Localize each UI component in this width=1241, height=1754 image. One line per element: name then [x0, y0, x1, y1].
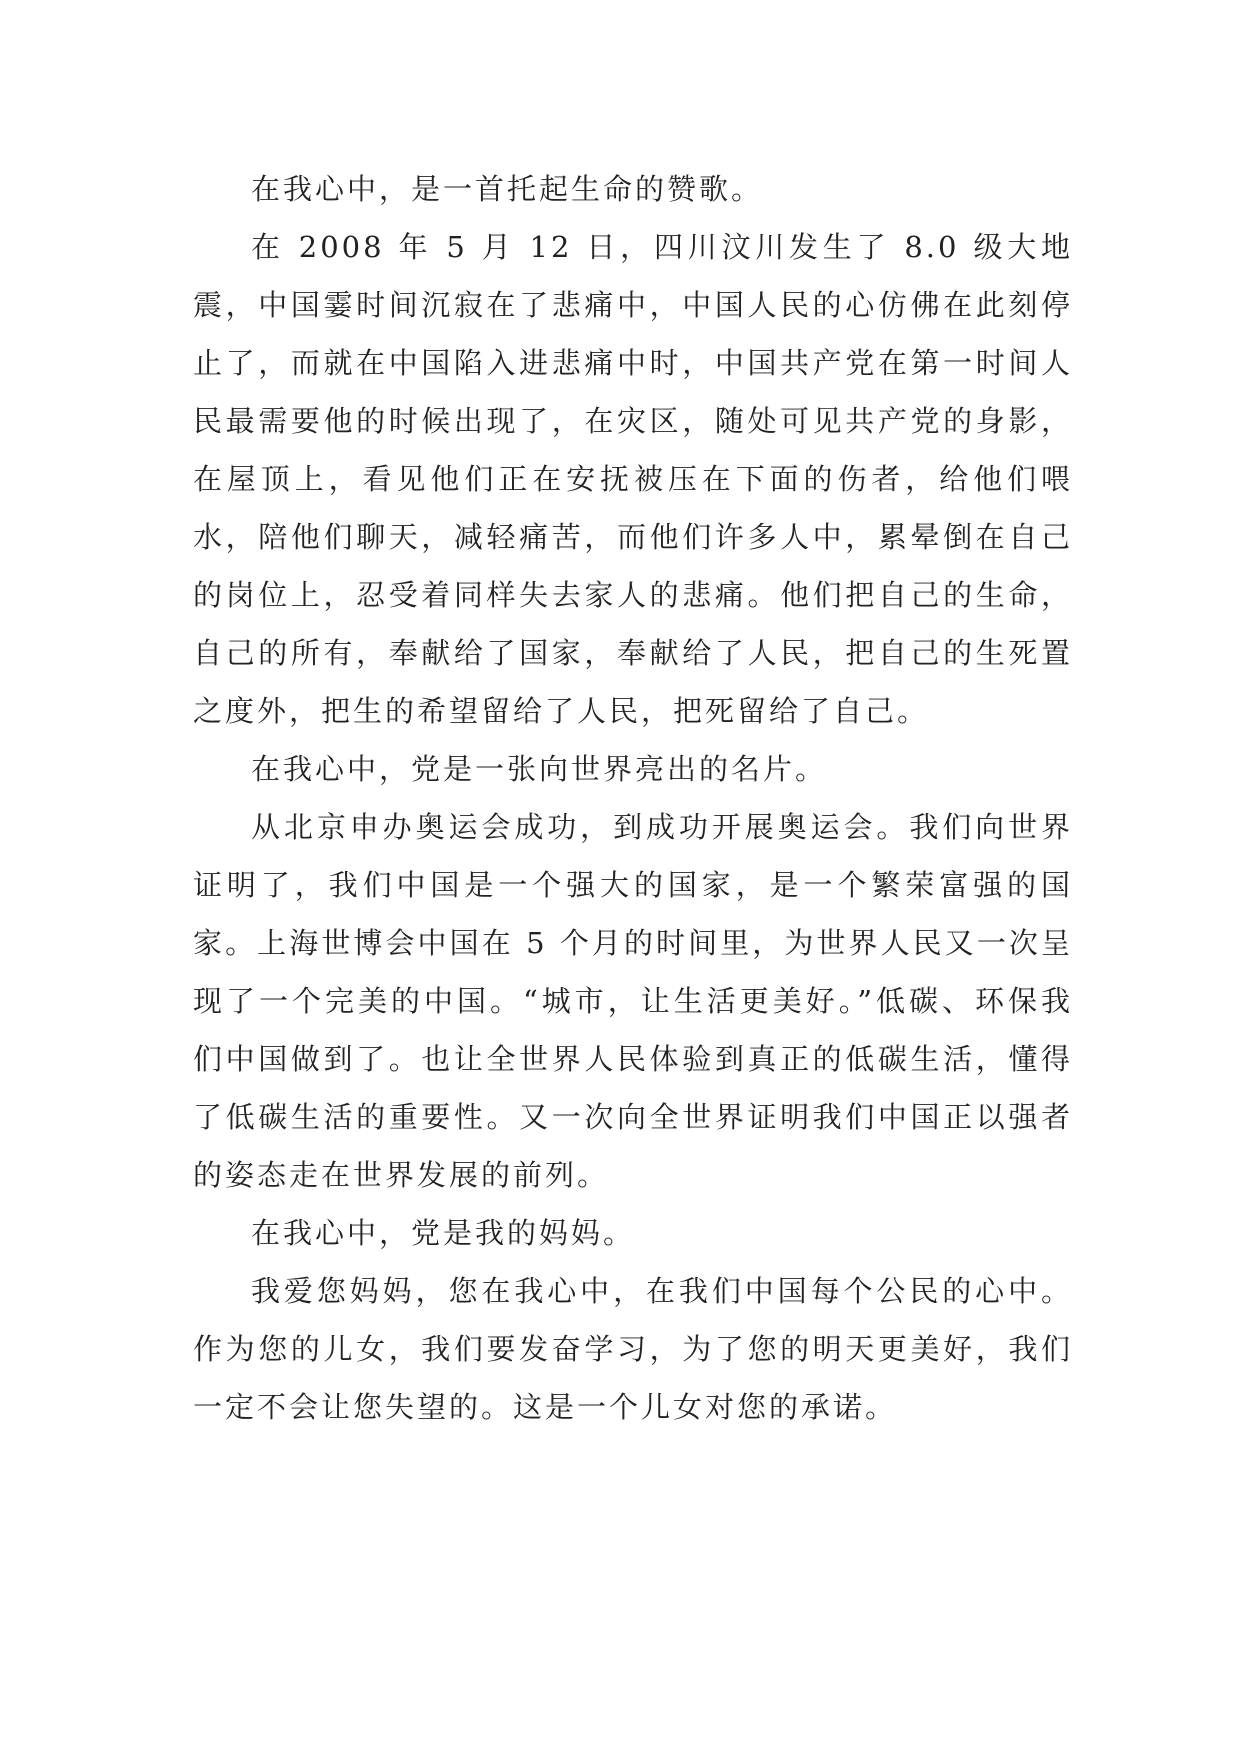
paragraph-2: 在 2008 年 5 月 12 日，四川汶川发生了 8.0 级大地震，中国霎时间沉寂在了悲痛中，中国人民的心仿佛在此刻停止了，而就在中国陷入进悲痛中时，中国共产党在第一时间人民最需要他的时候出现了，在灾区，随处可见共产党的身影，在屋顶上，看见他们正在安抚被压在下面的伤者，给他们喂水，陪他们聊天，减轻痛苦，而他们许多人中，累晕倒在自己的岗位上，忍受着同样失去家人的悲痛。他们把自己的生命，自己的所有，奉献给了国家，奉献给了人民，把自己的生死置之度外，把生的希望留给了人民，把死留给了自己。 [193, 230, 1073, 728]
paragraph-1: 在我心中，是一首托起生命的赞歌。 [251, 172, 764, 206]
paragraph-4: 从北京申办奥运会成功，到成功开展奥运会。我们向世界证明了，我们中国是一个强大的国家，是一个繁荣富强的国家。上海世博会中国在 5 个月的时间里，为世界人民又一次呈现了一个完美的中国。“城市，让生活更美好。”低碳、环保我们中国做到了。也让全世界人民体验到真正的低碳生活，懂得了低碳生活的重要性。又一次向全世界证明我们中国正以强者的姿态走在世界发展的前列。 [193, 810, 1073, 1192]
paragraph-3: 在我心中，党是一张向世界亮出的名片。 [251, 752, 828, 786]
paragraph-6: 我爱您妈妈，您在我心中，在我们中国每个公民的心中。作为您的儿女，我们要发奋学习，为了您的明天更美好，我们一定不会让您失望的。这是一个儿女对您的承诺。 [193, 1274, 1073, 1424]
paragraph-5: 在我心中，党是我的妈妈。 [251, 1216, 636, 1250]
document-body [193, 160, 1073, 1436]
